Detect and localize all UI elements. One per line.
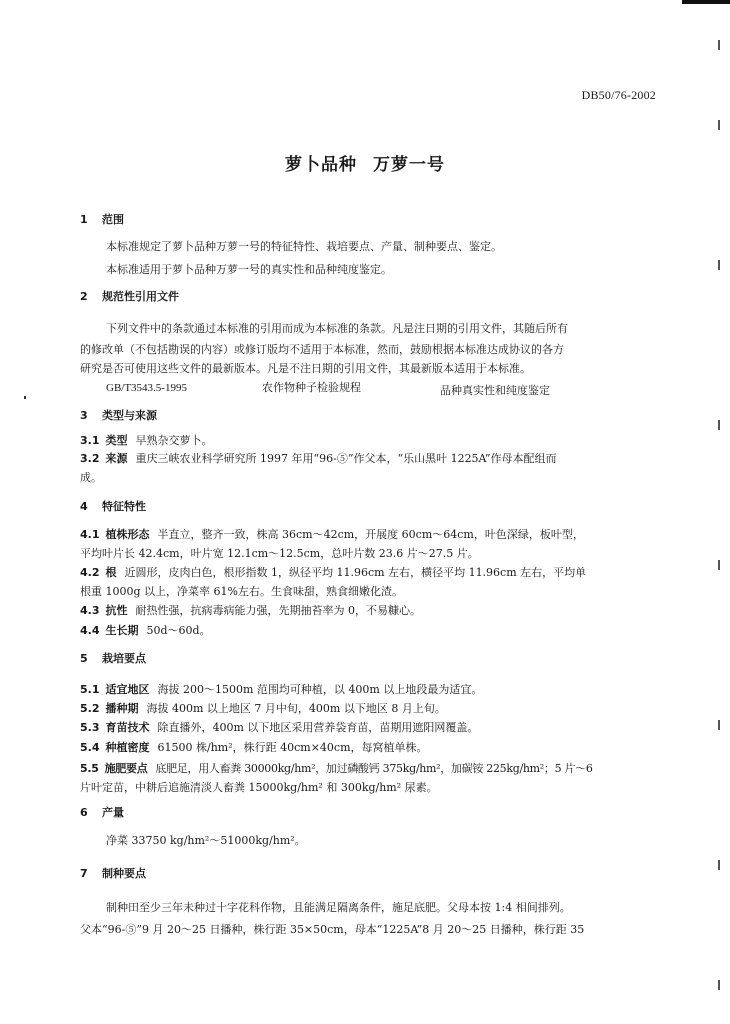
section-number: 3 <box>80 409 88 422</box>
clause-5-1 <box>80 683 482 697</box>
clause-continuation: 成。 <box>80 471 102 484</box>
title-variety-name: 万萝一号 <box>373 155 445 175</box>
section-number: 5 <box>80 652 88 665</box>
clause-4-4 <box>80 624 211 638</box>
scan-artifact <box>24 396 26 399</box>
clause-text: 半直立，整齐一致，株高 36cm～42cm，开展度 60cm～64cm，叶色深绿，板叶型， <box>157 528 584 541</box>
section-3-heading <box>80 409 157 423</box>
scan-edge-mark <box>682 0 730 4</box>
reference-subtitle: 品种真实性和纯度鉴定 <box>440 384 550 397</box>
scan-artifact <box>718 40 720 50</box>
clause-term: 来源 <box>105 452 128 465</box>
paragraph: 本标准规定了萝卜品种万萝一号的特征特性、栽培要点、产量、制种要点、鉴定。 <box>106 240 502 253</box>
paragraph: 本标准适用于萝卜品种万萝一号的真实性和品种纯度鉴定。 <box>106 263 392 276</box>
clause-term: 适宜地区 <box>105 683 150 696</box>
clause-text: 50d～60d。 <box>146 624 211 637</box>
section-7-heading <box>80 867 146 881</box>
paragraph-line: 研究是否可使用这些文件的最新版本。凡是不注日期的引用文件，其最新版本适用于本标准。 <box>80 362 531 375</box>
scan-artifact <box>718 560 720 570</box>
paragraph: 净菜 33750 kg/hm²～51000kg/hm²。 <box>106 834 306 847</box>
section-2-heading <box>80 290 179 304</box>
section-number: 6 <box>80 806 88 819</box>
clause-4-2 <box>80 566 586 580</box>
clause-number: 4.3 <box>80 604 100 617</box>
clause-number: 3.2 <box>80 452 100 465</box>
paragraph-line: 下列文件中的条款通过本标准的引用而成为本标准的条款。凡是注日期的引用文件，其随后所有 <box>106 322 568 335</box>
paragraph-line: 制种田至少三年未种过十字花科作物，且能满足隔离条件，施足底肥。父母本按 1:4 相间排列。 <box>106 901 571 914</box>
clause-text: 早熟杂交萝卜。 <box>135 434 213 447</box>
scan-artifact <box>718 260 720 270</box>
reference-code: GB/T3543.5-1995 <box>106 382 187 394</box>
section-number: 2 <box>80 290 88 303</box>
clause-text: 近圆形，皮肉白色，根形指数 1，纵径平均 11.96cm 左右，横径平均 11.96cm 左右，平均单 <box>124 566 587 579</box>
clause-text: 除直播外，400m 以下地区采用营养袋育苗，苗期用遮阳网覆盖。 <box>157 721 479 734</box>
clause-continuation: 平均叶片长 42.4cm，叶片宽 12.1cm～12.5cm，总叶片数 23.6 片～27.5 片。 <box>80 547 479 560</box>
clause-3-2 <box>80 452 557 466</box>
clause-term: 播种期 <box>105 702 139 715</box>
clause-number: 4.4 <box>80 624 100 637</box>
clause-number: 5.5 <box>80 762 99 775</box>
section-title: 特征特性 <box>102 500 146 513</box>
clause-text: 底肥足，用人畜粪 30000kg/hm²，加过磷酸钙 375kg/hm²，加碳铵 225kg/hm²；5 片～6 <box>155 762 593 775</box>
clause-number: 3.1 <box>80 434 100 447</box>
clause-text: 海拔 400m 以上地区 7 月中旬，400m 以下地区 8 月上旬。 <box>146 702 446 715</box>
clause-number: 4.1 <box>80 528 100 541</box>
clause-term: 育苗技术 <box>105 721 150 734</box>
clause-term: 类型 <box>105 434 128 447</box>
clause-number: 5.3 <box>80 721 100 734</box>
clause-3-1 <box>80 434 213 448</box>
clause-term: 施肥要点 <box>104 762 148 775</box>
section-title: 产量 <box>102 806 124 819</box>
clause-continuation: 片叶定苗，中耕后追施清淡人畜粪 15000kg/hm² 和 300kg/hm² 尿素。 <box>80 781 438 794</box>
section-title: 类型与来源 <box>102 409 157 422</box>
clause-4-3 <box>80 604 421 618</box>
scan-artifact <box>718 980 720 990</box>
clause-text: 61500 株/hm²，株行距 40cm×40cm，每窝植单株。 <box>157 741 428 754</box>
section-6-heading <box>80 806 124 820</box>
section-4-heading <box>80 500 146 514</box>
section-1-heading <box>80 213 124 227</box>
clause-number: 4.2 <box>80 566 100 579</box>
clause-text: 海拔 200～1500m 范围均可种植，以 400m 以上地段最为适宜。 <box>157 683 483 696</box>
section-number: 4 <box>80 500 88 513</box>
clause-text: 重庆三峡农业科学研究所 1997 年用“96-⑤”作父本，“乐山黑叶 1225A”作母本配组而 <box>135 452 557 465</box>
section-5-heading <box>80 652 146 666</box>
clause-5-5 <box>80 762 593 776</box>
clause-term: 生长期 <box>105 624 139 637</box>
clause-term: 植株形态 <box>105 528 150 541</box>
clause-term: 抗性 <box>105 604 128 617</box>
clause-text: 耐热性强，抗病毒病能力强，先期抽苔率为 0，不易糠心。 <box>135 604 421 617</box>
clause-term: 种植密度 <box>105 741 150 754</box>
clause-5-3 <box>80 721 478 735</box>
clause-number: 5.1 <box>80 683 100 696</box>
clause-5-2 <box>80 702 446 716</box>
clause-term: 根 <box>105 566 117 579</box>
section-title: 制种要点 <box>102 867 146 880</box>
section-title: 规范性引用文件 <box>102 290 179 303</box>
scan-artifact <box>718 120 720 130</box>
scan-artifact <box>718 720 720 730</box>
clause-number: 5.4 <box>80 741 100 754</box>
clause-continuation: 根重 1000g 以上，净菜率 61%左右。生食味甜，熟食细嫩化渣。 <box>80 585 403 598</box>
section-number: 7 <box>80 867 88 880</box>
title-variety-type: 萝卜品种 <box>285 155 357 175</box>
section-title: 栽培要点 <box>102 652 146 665</box>
clause-number: 5.2 <box>80 702 100 715</box>
scan-artifact <box>718 860 720 870</box>
reference-title: 农作物种子检验规程 <box>262 381 361 394</box>
section-title: 范围 <box>102 213 124 226</box>
scan-artifact <box>718 420 720 430</box>
paragraph-line: 的修改单（不包括勘误的内容）或修订版均不适用于本标准，然而，鼓励根据本标准达成协议的各方 <box>80 343 564 356</box>
clause-5-4 <box>80 741 428 755</box>
section-number: 1 <box>80 213 88 226</box>
paragraph-line: 父本“96-⑤”9 月 20～25 日播种，株行距 35×50cm，母本“1225A”8 月 20～25 日播种，株行距 35 <box>80 923 585 936</box>
document-number: DB50/76-2002 <box>581 88 656 102</box>
clause-4-1 <box>80 528 584 542</box>
page-title <box>0 150 730 175</box>
